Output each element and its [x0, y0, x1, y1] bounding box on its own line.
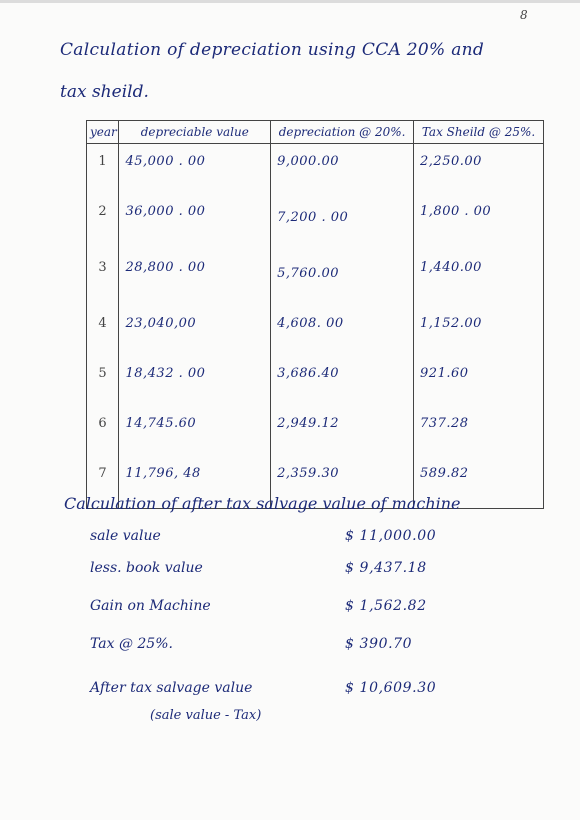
after-tax-salvage-label: After tax salvage value	[90, 680, 253, 696]
header-depreciation: depreciation @ 20%.	[271, 121, 414, 144]
cell-depreciable-value: 18,432 . 00	[119, 356, 271, 406]
heading-line-1: Calculation of depreciation using CCA 20% and	[60, 40, 485, 60]
table-row	[87, 406, 544, 456]
cell-tax-shield: 1,440.00	[414, 250, 544, 306]
depreciation-table	[86, 120, 544, 509]
table-row	[87, 144, 544, 195]
sale-value-amount: $ 11,000.00	[345, 528, 437, 544]
cell-depreciation: 2,949.12	[271, 406, 414, 456]
header-tax-shield: Tax Sheild @ 25%.	[414, 121, 544, 144]
cell-depreciation: 5,760.00	[271, 250, 414, 306]
cell-year: 6	[87, 406, 119, 456]
cell-year: 7	[87, 456, 119, 509]
tax-label: Tax @ 25%.	[90, 636, 173, 652]
page-number: 8	[520, 8, 528, 22]
header-depreciable-value: depreciable value	[119, 121, 271, 144]
table-row	[87, 356, 544, 406]
cell-depreciation: 3,686.40	[271, 356, 414, 406]
cell-tax-shield: 2,250.00	[414, 144, 544, 195]
cell-depreciation: 2,359.30	[271, 456, 414, 509]
heading-line-2: tax sheild.	[60, 82, 149, 102]
cell-tax-shield: 1,152.00	[414, 306, 544, 356]
sale-value-label: sale value	[90, 528, 161, 544]
cell-year: 2	[87, 194, 119, 250]
cell-depreciation: 4,608. 00	[271, 306, 414, 356]
header-year: year	[87, 121, 119, 144]
cell-depreciable-value: 36,000 . 00	[119, 194, 271, 250]
cell-depreciable-value: 28,800 . 00	[119, 250, 271, 306]
cell-year: 5	[87, 356, 119, 406]
salvage-heading: Calculation of after tax salvage value of machine	[64, 494, 461, 513]
table-row	[87, 306, 544, 356]
gain-label: Gain on Machine	[90, 598, 211, 614]
table-row	[87, 250, 544, 306]
cell-depreciable-value: 14,745.60	[119, 406, 271, 456]
after-tax-salvage-amount: $ 10,609.30	[345, 680, 437, 696]
page-top-edge	[0, 0, 580, 3]
cell-year: 1	[87, 144, 119, 195]
table-row	[87, 194, 544, 250]
cell-depreciable-value: 11,796, 48	[119, 456, 271, 509]
cell-depreciable-value: 45,000 . 00	[119, 144, 271, 195]
cell-tax-shield: 1,800 . 00	[414, 194, 544, 250]
book-value-amount: $ 9,437.18	[345, 560, 427, 576]
cell-year: 4	[87, 306, 119, 356]
cell-tax-shield: 921.60	[414, 356, 544, 406]
formula-note: (sale value - Tax)	[150, 708, 262, 723]
cell-tax-shield: 589.82	[414, 456, 544, 509]
cell-tax-shield: 737.28	[414, 406, 544, 456]
tax-amount: $ 390.70	[345, 636, 413, 652]
gain-amount: $ 1,562.82	[345, 598, 427, 614]
cell-depreciation: 9,000.00	[271, 144, 414, 195]
book-value-label: less. book value	[90, 560, 203, 576]
cell-year: 3	[87, 250, 119, 306]
cell-depreciation: 7,200 . 00	[271, 194, 414, 250]
cell-depreciable-value: 23,040,00	[119, 306, 271, 356]
table-header-row	[87, 121, 544, 144]
